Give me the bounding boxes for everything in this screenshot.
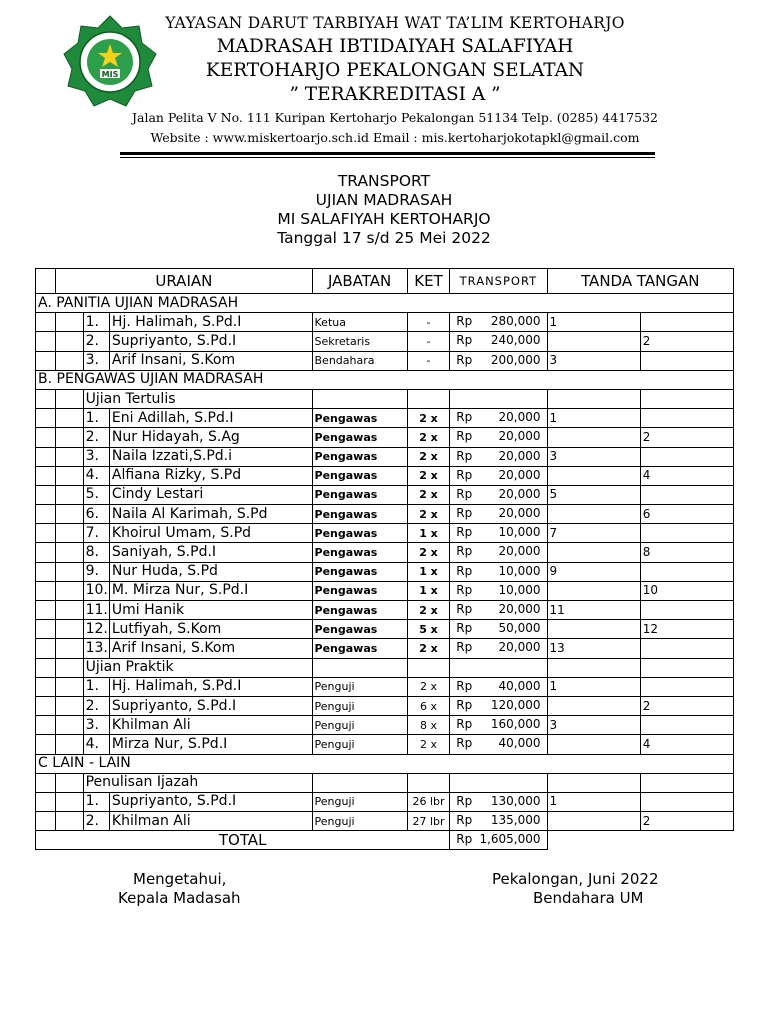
signature-slot: 3 <box>547 447 640 466</box>
table-row <box>36 466 734 485</box>
amount: 20,000 <box>498 544 541 559</box>
amount: 120,000 <box>490 697 541 712</box>
amount: 280,000 <box>490 314 541 329</box>
row-name: Lutfiyah, S.Kom <box>109 620 312 639</box>
row-number: 2. <box>83 812 109 831</box>
currency-label: Rp <box>456 448 473 463</box>
table-row <box>36 332 734 351</box>
currency-label: Rp <box>456 486 473 501</box>
row-number: 3. <box>83 447 109 466</box>
currency-label: Rp <box>456 429 473 444</box>
row-position: Pengawas <box>312 447 407 466</box>
row-number: 2. <box>83 332 109 351</box>
currency-label: Rp <box>456 602 473 616</box>
row-number: 2. <box>83 696 109 715</box>
total-transport <box>450 831 547 850</box>
signature-slot: 13 <box>547 639 640 658</box>
table-row <box>36 792 734 811</box>
row-ket: 2 x <box>407 677 450 696</box>
row-transport <box>450 735 547 754</box>
row-transport <box>450 581 547 600</box>
signature-slot: 11 <box>547 601 640 620</box>
row-transport <box>450 524 547 543</box>
row-name: Supriyanto, S.Pd.I <box>109 332 312 351</box>
col-transport: TRANSPORT <box>450 269 547 294</box>
row-ket: 1 x <box>407 562 450 581</box>
row-ket: 2 x <box>407 485 450 504</box>
table-row <box>36 351 734 370</box>
signature-slot: 2 <box>640 332 733 351</box>
amount: 40,000 <box>498 736 541 751</box>
currency-label: Rp <box>456 697 473 712</box>
table-row <box>36 505 734 524</box>
doc-date: Tanggal 17 s/d 25 Mei 2022 <box>277 229 491 247</box>
row-number: 5. <box>83 485 109 504</box>
signature-slot: 8 <box>640 543 733 562</box>
currency-label: Rp <box>456 525 473 540</box>
table-row <box>36 601 734 620</box>
row-transport <box>450 716 547 735</box>
row-ket: 2 x <box>407 428 450 447</box>
row-transport <box>450 677 547 696</box>
divider-thin <box>120 157 655 158</box>
row-transport <box>450 332 547 351</box>
signature-slot: 4 <box>640 466 733 485</box>
row-transport <box>450 505 547 524</box>
signature-slot: 1 <box>547 792 640 811</box>
row-transport <box>450 620 547 639</box>
row-number: 7. <box>83 524 109 543</box>
row-name: Supriyanto, S.Pd.I <box>109 792 312 811</box>
row-transport <box>450 562 547 581</box>
row-transport <box>450 466 547 485</box>
row-name: Supriyanto, S.Pd.I <box>109 696 312 715</box>
accreditation: ” TERAKREDITASI A ” <box>289 84 501 105</box>
row-name: Nur Huda, S.Pd <box>109 562 312 581</box>
footer-acknowledged: Mengetahui, <box>133 870 227 888</box>
amount: 20,000 <box>498 448 541 463</box>
currency-label: Rp <box>456 793 473 808</box>
row-position: Pengawas <box>312 601 407 620</box>
row-ket: 2 x <box>407 639 450 658</box>
amount: 20,000 <box>498 506 541 521</box>
transport-table <box>35 268 734 850</box>
subsection-row <box>36 658 734 677</box>
amount: 20,000 <box>498 602 541 616</box>
currency-label: Rp <box>456 563 473 578</box>
row-position: Penguji <box>312 716 407 735</box>
amount: 20,000 <box>498 486 541 501</box>
row-transport <box>450 543 547 562</box>
amount: 20,000 <box>498 467 541 482</box>
currency-label: Rp <box>456 813 473 828</box>
logo-text: MIS <box>101 70 119 79</box>
section-row <box>36 754 734 773</box>
row-name: Saniyah, S.Pd.I <box>109 543 312 562</box>
row-ket: - <box>407 313 450 332</box>
row-position: Pengawas <box>312 524 407 543</box>
amount: 240,000 <box>490 333 541 348</box>
signature-slot: 2 <box>640 428 733 447</box>
currency-label: Rp <box>456 678 473 693</box>
row-transport <box>450 447 547 466</box>
row-number: 1. <box>83 313 109 332</box>
currency-label: Rp <box>456 832 473 847</box>
row-ket: 2 x <box>407 409 450 428</box>
row-ket: 2 x <box>407 466 450 485</box>
col-jabatan: JABATAN <box>312 269 407 294</box>
row-position: Pengawas <box>312 409 407 428</box>
row-name: M. Mirza Nur, S.Pd.I <box>109 581 312 600</box>
row-number: 1. <box>83 409 109 428</box>
row-name: Khoirul Umam, S.Pd <box>109 524 312 543</box>
row-transport <box>450 601 547 620</box>
amount: 200,000 <box>490 352 541 367</box>
subsection-label: Penulisan Ijazah <box>83 773 312 792</box>
row-transport <box>450 639 547 658</box>
amount: 20,000 <box>498 410 541 425</box>
footer-place-date: Pekalongan, Juni 2022 <box>492 870 659 888</box>
currency-label: Rp <box>456 333 473 348</box>
row-number: 11. <box>83 601 109 620</box>
signature-slot: 7 <box>547 524 640 543</box>
row-name: Naila Al Karimah, S.Pd <box>109 505 312 524</box>
row-name: Arif Insani, S.Kom <box>109 351 312 370</box>
school-location: KERTOHARJO PEKALONGAN SELATAN <box>205 60 585 81</box>
row-transport <box>450 812 547 831</box>
subsection-row <box>36 389 734 408</box>
total-row <box>36 831 734 850</box>
row-position: Pengawas <box>312 639 407 658</box>
amount: 10,000 <box>498 582 541 597</box>
amount: 130,000 <box>490 793 541 808</box>
col-ket: KET <box>407 269 450 294</box>
row-ket: 1 x <box>407 524 450 543</box>
row-number: 3. <box>83 351 109 370</box>
signature-slot: 3 <box>547 716 640 735</box>
currency-label: Rp <box>456 717 473 732</box>
table-header <box>36 269 734 294</box>
row-position: Pengawas <box>312 562 407 581</box>
row-position: Penguji <box>312 677 407 696</box>
row-name: Eni Adillah, S.Pd.I <box>109 409 312 428</box>
currency-label: Rp <box>456 467 473 482</box>
table-row <box>36 485 734 504</box>
signature-slot: 1 <box>547 313 640 332</box>
row-number: 1. <box>83 792 109 811</box>
signature-slot: 2 <box>640 812 733 831</box>
table-row <box>36 447 734 466</box>
row-position: Pengawas <box>312 620 407 639</box>
row-number: 10. <box>83 581 109 600</box>
row-number: 6. <box>83 505 109 524</box>
row-name: Mirza Nur, S.Pd.I <box>109 735 312 754</box>
amount: 10,000 <box>498 563 541 578</box>
row-position: Ketua <box>312 313 407 332</box>
currency-label: Rp <box>456 736 473 751</box>
foundation-name: YAYASAN DARUT TARBIYAH WAT TA’LIM KERTOHARJO <box>165 14 625 32</box>
signature-slot: 1 <box>547 677 640 696</box>
row-transport <box>450 696 547 715</box>
school-name: MADRASAH IBTIDAIYAH SALAFIYAH <box>216 36 574 57</box>
subsection-row <box>36 773 734 792</box>
table-row <box>36 524 734 543</box>
row-ket: 2 x <box>407 505 450 524</box>
row-position: Pengawas <box>312 505 407 524</box>
row-name: Nur Hidayah, S.Ag <box>109 428 312 447</box>
row-number: 4. <box>83 466 109 485</box>
doc-title: TRANSPORT <box>337 172 431 190</box>
row-number: 12. <box>83 620 109 639</box>
row-name: Arif Insani, S.Kom <box>109 639 312 658</box>
row-name: Naila Izzati,S.Pd.i <box>109 447 312 466</box>
row-transport <box>450 409 547 428</box>
row-transport <box>450 485 547 504</box>
col-tanda-tangan: TANDA TANGAN <box>547 269 733 294</box>
row-ket: 6 x <box>407 696 450 715</box>
row-number: 9. <box>83 562 109 581</box>
currency-label: Rp <box>456 640 473 655</box>
row-ket: 2 x <box>407 735 450 754</box>
col-uraian: URAIAN <box>56 269 312 294</box>
signature-slot: 4 <box>640 735 733 754</box>
signature-slot: 1 <box>547 409 640 428</box>
row-number: 8. <box>83 543 109 562</box>
row-position: Pengawas <box>312 428 407 447</box>
currency-label: Rp <box>456 544 473 559</box>
row-number: 3. <box>83 716 109 735</box>
amount: 20,000 <box>498 640 541 655</box>
row-number: 4. <box>83 735 109 754</box>
row-number: 1. <box>83 677 109 696</box>
row-ket: 2 x <box>407 543 450 562</box>
table-row <box>36 581 734 600</box>
row-transport <box>450 428 547 447</box>
row-ket: 1 x <box>407 581 450 600</box>
row-position: Penguji <box>312 812 407 831</box>
signature-slot: 9 <box>547 562 640 581</box>
subsection-label: Ujian Tertulis <box>83 389 312 408</box>
row-number: 13. <box>83 639 109 658</box>
currency-label: Rp <box>456 314 473 329</box>
table-row <box>36 409 734 428</box>
row-position: Pengawas <box>312 466 407 485</box>
section-row <box>36 370 734 389</box>
row-ket: 2 x <box>407 601 450 620</box>
signature-slot: 3 <box>547 351 640 370</box>
signature-slot: 12 <box>640 620 733 639</box>
row-ket: 27 lbr <box>407 812 450 831</box>
currency-label: Rp <box>456 506 473 521</box>
footer-treasurer: Bendahara UM <box>533 889 644 907</box>
table-row <box>36 696 734 715</box>
row-ket: 8 x <box>407 716 450 735</box>
row-name: Khilman Ali <box>109 716 312 735</box>
row-ket: - <box>407 351 450 370</box>
row-position: Pengawas <box>312 543 407 562</box>
table-row <box>36 639 734 658</box>
section-row <box>36 294 734 313</box>
signature-slot: 10 <box>640 581 733 600</box>
table-row <box>36 562 734 581</box>
amount: 135,000 <box>490 813 541 828</box>
table-row <box>36 735 734 754</box>
currency-label: Rp <box>456 582 473 597</box>
address: Jalan Pelita V No. 111 Kuripan Kertoharjo Pekalongan 51134 Telp. (0285) 4417532 <box>132 110 658 125</box>
row-position: Pengawas <box>312 485 407 504</box>
table-row <box>36 620 734 639</box>
signature-slot: 6 <box>640 505 733 524</box>
row-ket: 2 x <box>407 447 450 466</box>
currency-label: Rp <box>456 410 473 425</box>
doc-school: MI SALAFIYAH KERTOHARJO <box>277 210 491 228</box>
table-row <box>36 313 734 332</box>
section-label: A. PANITIA UJIAN MADRASAH <box>36 294 734 313</box>
row-name: Alfiana Rizky, S.Pd <box>109 466 312 485</box>
row-name: Hj. Halimah, S.Pd.I <box>109 677 312 696</box>
row-position: Sekretaris <box>312 332 407 351</box>
total-amount: 1,605,000 <box>479 832 541 847</box>
section-label: B. PENGAWAS UJIAN MADRASAH <box>36 370 734 389</box>
row-transport <box>450 351 547 370</box>
amount: 160,000 <box>490 717 541 732</box>
amount: 40,000 <box>498 678 541 693</box>
row-position: Penguji <box>312 696 407 715</box>
currency-label: Rp <box>456 352 473 367</box>
row-position: Bendahara <box>312 351 407 370</box>
footer-headmaster: Kepala Madasah <box>118 889 241 907</box>
row-name: Umi Hanik <box>109 601 312 620</box>
row-position: Penguji <box>312 735 407 754</box>
row-name: Cindy Lestari <box>109 485 312 504</box>
row-ket: 5 x <box>407 620 450 639</box>
web-email: Website : www.miskertoarjo.sch.id Email : mis.kertoharjokotapkl@gmail.com <box>150 130 640 145</box>
letterhead <box>0 0 768 160</box>
row-number: 2. <box>83 428 109 447</box>
row-transport <box>450 792 547 811</box>
section-label: C LAIN - LAIN <box>36 754 734 773</box>
row-position: Pengawas <box>312 581 407 600</box>
row-name: Khilman Ali <box>109 812 312 831</box>
row-position: Penguji <box>312 792 407 811</box>
table-row <box>36 543 734 562</box>
table-row <box>36 677 734 696</box>
amount: 20,000 <box>498 429 541 444</box>
doc-subtitle: UJIAN MADRASAH <box>315 191 453 209</box>
table-row <box>36 812 734 831</box>
row-ket: 26 lbr <box>407 792 450 811</box>
total-label: TOTAL <box>36 831 450 850</box>
currency-label: Rp <box>456 621 473 636</box>
row-name: Hj. Halimah, S.Pd.I <box>109 313 312 332</box>
signature-slot: 5 <box>547 485 640 504</box>
signature-slot: 2 <box>640 696 733 715</box>
row-transport <box>450 313 547 332</box>
divider-thick <box>120 152 655 155</box>
amount: 10,000 <box>498 525 541 540</box>
subsection-label: Ujian Praktik <box>83 658 312 677</box>
row-ket: - <box>407 332 450 351</box>
table-row <box>36 716 734 735</box>
table-row <box>36 428 734 447</box>
amount: 50,000 <box>498 621 541 636</box>
